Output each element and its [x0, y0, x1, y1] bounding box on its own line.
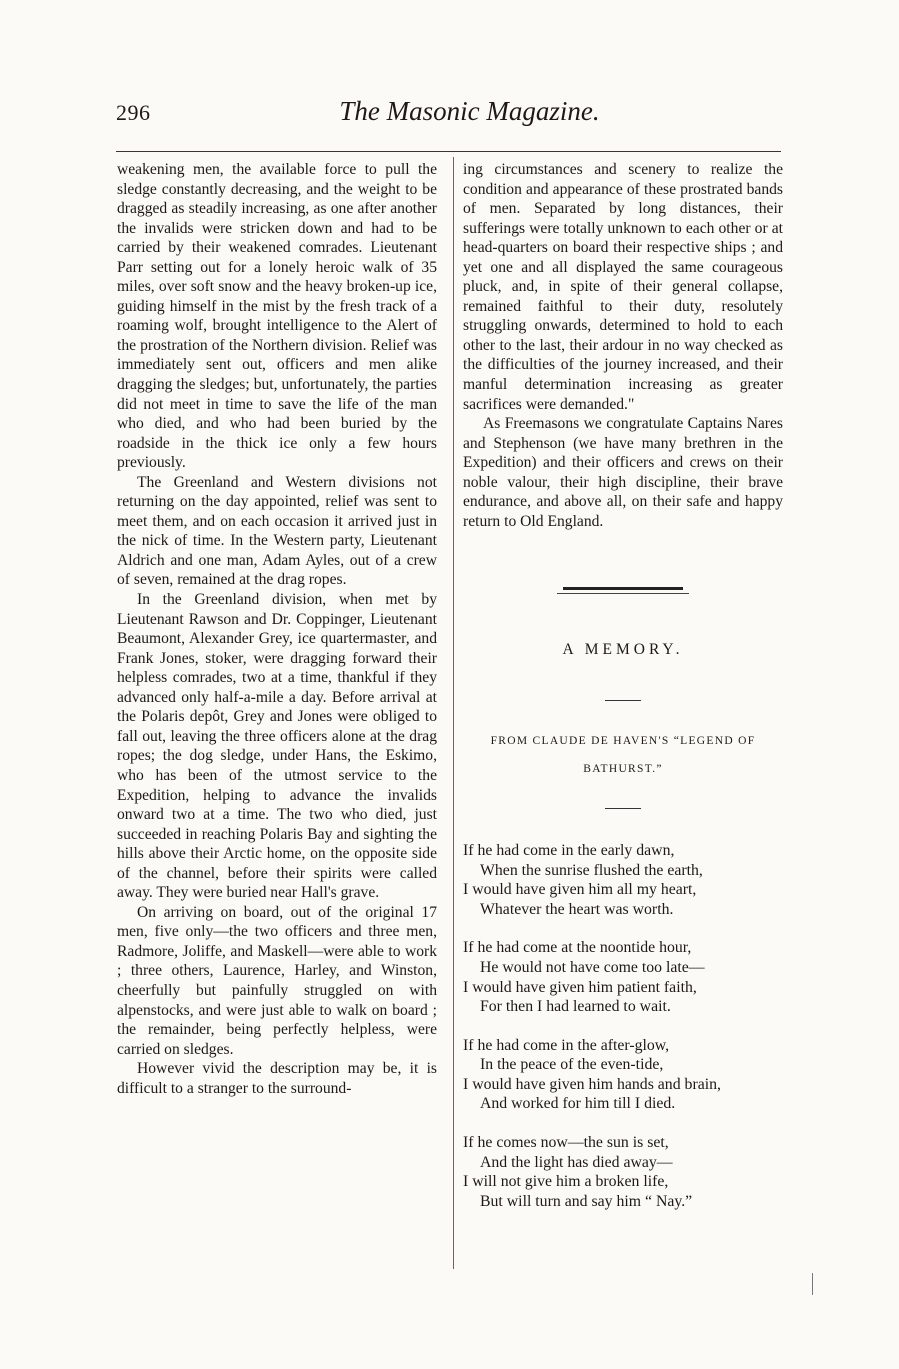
- short-rule: [605, 808, 641, 809]
- paragraph: On arriving on board, out of the original 17 men, five only—the two officers and three men, Radmore, Joliffe, and Maskell—were able to work ; three others, Laurence, Harley, and Winston, cheerfully but painfully struggled on with alpenstocks, and were just able to walk on board ; the remainder, being perfectly helpless, were carried on sledges.: [117, 903, 437, 1058]
- poem-line: And worked for him till I died.: [480, 1095, 676, 1113]
- paragraph: The Greenland and Western divisions not returning on the day appointed, relief was sent to meet them, and on each occasion it arrived just in the nick of time. In the Western party, Lieutenant Aldrich and one man, Adam Ayles, out of a crew of seven, remained at the drag ropes.: [117, 473, 437, 589]
- poem-line: He would not have come too late—: [480, 958, 705, 976]
- page-number: 296: [116, 100, 151, 125]
- section-ornament-rule: [557, 587, 689, 595]
- stanza: [463, 1133, 783, 1211]
- poem-line: If he comes now—the sun is set,: [463, 1134, 669, 1152]
- poem-line: If he had come at the noontide hour,: [463, 939, 692, 957]
- paragraph: weakening men, the available force to pull the sledge constantly decreasing, and the weight to be dragged as steadily increasing, as one after another the invalids were stricken down and had to be carried by their weakened comrades. Lieutenant Parr setting out for a lonely heroic walk of 35 miles, over soft snow and the heavy broken-up ice, guiding himself in the mist by the fresh track of a roaming wolf, brought intelligence to the Alert of the prostration of the Northern division. Relief was immediately sent out, officers and men alike dragging the sledges; but, unfortunately, the parties did not meet in time to save the life of the man who died, and who had been buried by the roadside in the thick ice only a few hours previously.: [117, 161, 437, 472]
- left-column: [117, 160, 437, 1098]
- running-title: The Masonic Magazine.: [339, 96, 600, 126]
- poem-line: When the sunrise flushed the earth,: [480, 861, 703, 879]
- poem-line: I will not give him a broken life,: [463, 1173, 669, 1191]
- poem-source-line: FROM CLAUDE DE HAVEN'S “LEGEND OF: [490, 734, 756, 747]
- poem-line: If he had come in the after-glow,: [463, 1036, 670, 1054]
- poem-source: [463, 727, 783, 783]
- right-column: [463, 160, 783, 1230]
- poem-line: And the light has died away—: [480, 1153, 673, 1171]
- paragraph: ing circumstances and scenery to realize the condition and appearance of these prostrated bands of men. Separated by long distances, their sufferings were totally unknown to each other or at head-quarters on board their respective ships ; and yet one and all displayed the same courageous pluck, and, in spite of their general collapse, remained faithful to their duty, resolutely struggling onwards, determined to hold to each other to the last, their ardour in no way checked as the difficulties of the journey increased, and their manful determination increasing as greater sacrifices were demanded.": [463, 161, 783, 413]
- paragraph: However vivid the description may be, it is difficult to a stranger to the surround-: [117, 1060, 437, 1097]
- poem-source-line: BATHURST.”: [583, 762, 663, 775]
- stanza: [463, 841, 783, 919]
- stanza: [463, 1036, 783, 1114]
- poem-line: I would have given him patient faith,: [463, 978, 697, 996]
- column-divider: [453, 157, 454, 1269]
- poem-line: Whatever the heart was worth.: [480, 900, 674, 918]
- poem-line: If he had come in the early dawn,: [463, 841, 675, 859]
- stanza: [463, 938, 783, 1016]
- poem-title: A MEMORY.: [562, 641, 684, 659]
- poem-line: For then I had learned to wait.: [480, 998, 671, 1016]
- poem-line: But will turn and say him “ Nay.”: [480, 1192, 693, 1210]
- paragraph: As Freemasons we congratulate Captains Nares and Stephenson (we have many brethren in the Expedition) and their officers and crews on their noble valour, their high discipline, their brave endurance, and above all, on their safe and happy return to Old England.: [463, 415, 783, 530]
- header-rule: [116, 151, 781, 152]
- poem-line: In the peace of the even-tide,: [480, 1056, 664, 1074]
- poem: [463, 841, 783, 1212]
- short-rule: [605, 700, 641, 701]
- poem-line: I would have given him hands and brain,: [463, 1075, 721, 1093]
- paragraph: In the Greenland division, when met by Lieutenant Rawson and Dr. Coppinger, Lieutenant Beaumont, Alexander Grey, ice quartermaster, and Frank Jones, stoker, were dragging forward their helpless comrades, two at a time, thankful if they advanced only half-a-mile a day. Before arrival at the Polaris depôt, Grey and Jones were obliged to fall out, leaving the three officers alone at the drag ropes; the dog sledge, under Hans, the Eskimo, who has been of the utmost service to the Expedition, helping to advance the invalids onward two at a time. The two who died, just succeeded in reaching Polaris Bay and sighting the hills above their Arctic home, on the opposite side of the channel, before their spirits were called away. They were buried near Hall's grave.: [117, 591, 437, 902]
- poem-line: I would have given him all my heart,: [463, 881, 697, 899]
- page-edge-mark: [812, 1273, 813, 1295]
